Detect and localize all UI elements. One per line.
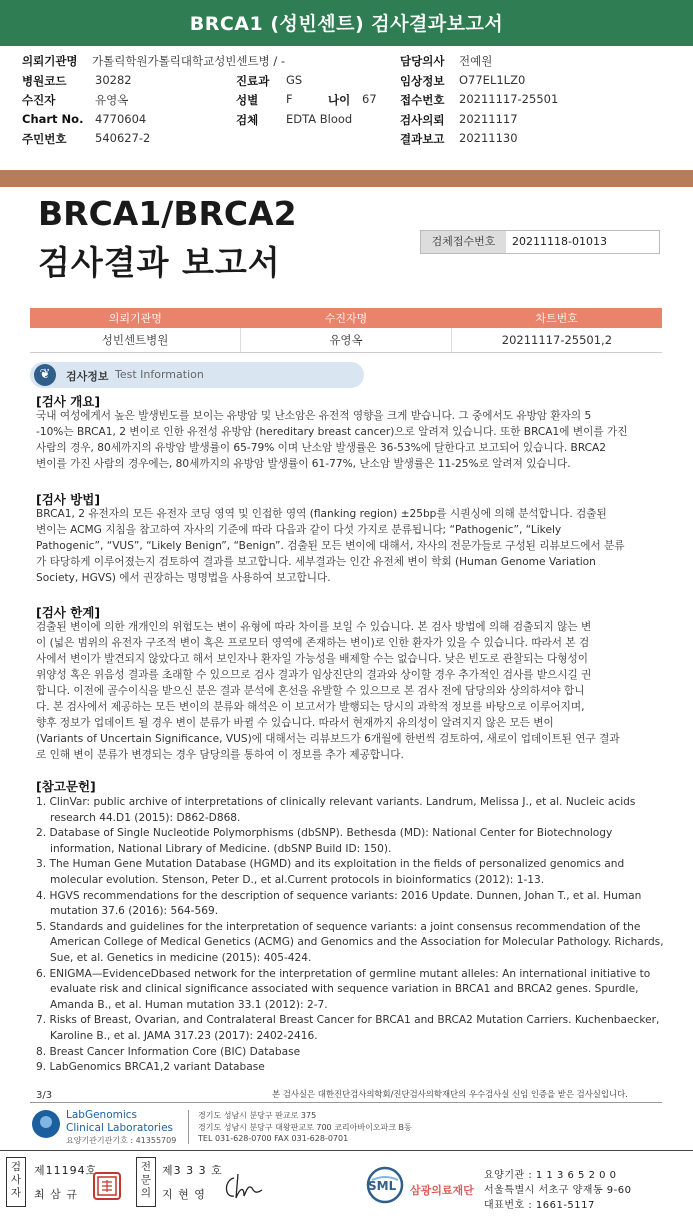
section-heading-overview: [검사 개요] — [36, 394, 101, 409]
table-cell: 성빈센트병원 — [30, 328, 241, 352]
reference-item: 6. ENIGMA—EvidenceDbased network for the interpretation of germline mutant alleles: An international initiative to evaluate risk and clinical significance associated with sequence variation in BRCA1 and BRCA2 genes. Spurdle, Amanda B., et al. Human mutation 33.1 (2012): 2-7. — [36, 967, 651, 1011]
table-header-row — [30, 308, 662, 328]
references-list — [36, 795, 672, 1076]
header-row — [22, 53, 682, 73]
tester-license-number: 제11194호 — [34, 1164, 98, 1177]
org-code: 요양기관 : 1 1 3 6 5 2 0 0 — [484, 1170, 617, 1181]
resident-number-label: 주민번호 — [22, 132, 67, 147]
page-number: 3/3 — [36, 1090, 53, 1101]
text-line: 국내 여성에게서 높은 발생빈도를 보이는 유방암 및 난소암은 유전적 영향을 크게 받습니다. 그 중에서도 유방암 환자의 5 — [36, 410, 592, 422]
footer-divider — [30, 1102, 662, 1103]
report-header — [22, 53, 682, 151]
lab-address-line: 경기도 성남시 분당구 판교로 375 — [198, 1111, 317, 1120]
sex-label: 성별 — [236, 93, 259, 108]
specimen-label: 검체 — [236, 112, 259, 127]
requesting-institution-value: 가톨릭학원가톨릭대학교성빈센트병 / - — [92, 54, 286, 68]
reference-item: 7. Risks of Breast, Ovarian, and Contralateral Breast Cancer for BRCA1 and BRCA2 Mutation Carriers. Kuchenbaecker, Karoline B., et al. JAMA 317.23 (2017): 2402-2416. — [36, 1014, 660, 1042]
column-header: 수진자명 — [241, 308, 452, 328]
accreditation-note: 본 검사실은 대한진단검사의학회/진단검사의학재단의 우수검사실 신임 인증을 받은 검사실입니다. — [272, 1089, 628, 1099]
footer-vertical-divider — [188, 1110, 189, 1144]
receipt-number-value: 20211117-25501 — [459, 92, 559, 107]
text-line: 이 (넓은 범위의 유전자 구조적 변이 혹은 프로모터 영역에 존재하는 변이)로 인한 환자가 있을 수 있습니다. 따라서 본 검 — [36, 637, 590, 649]
section-heading-limitations: [검사 한계] — [36, 605, 101, 620]
reference-item: 9. LabGenomics BRCA1,2 variant Database — [36, 1061, 265, 1074]
test-info-korean: 검사정보 — [66, 370, 109, 383]
chart-no-label: Chart No. — [22, 111, 84, 126]
org-name: 삼광의료재단 — [410, 1184, 474, 1197]
org-address: 서울특별시 서초구 양재동 9-60 — [484, 1185, 632, 1196]
attending-doctor-label: 담당의사 — [400, 54, 445, 68]
hospital-code-label: 병원코드 — [22, 73, 67, 88]
tester-label: 검사자 — [6, 1157, 26, 1207]
lab-name: LabGenomics — [66, 1109, 138, 1121]
test-info-english: Test Information — [115, 368, 204, 381]
ribbon-icon: ❦ — [34, 364, 56, 386]
tester-name: 최 삼 규 — [34, 1188, 78, 1201]
age-label: 나이 — [328, 93, 351, 108]
hospital-code-value: 30282 — [95, 72, 132, 87]
header-row — [22, 92, 682, 112]
reference-item: 5. Standards and guidelines for the interpretation of sequence variants: a joint consensus recommendation of the American College of Medical Genetics (ACMG) and Genomics and the Association for Molecular Pathology. Richards, Sue, et al. Genetics in medicine (2015): 405-424. — [36, 920, 664, 964]
table-cell: 유영옥 — [241, 328, 452, 352]
text-line: 사람의 경우, 80세까지의 유방암 발생률이 65-79% 이며 난소암 발생률은 36-53%에 달한다고 보고되어 있습니다. BRCA2 — [36, 442, 607, 454]
org-phone: 대표번호 : 1661-5117 — [484, 1200, 595, 1211]
text-line: 변이는 ACMG 지침을 참고하여 자사의 기준에 따라 다음과 같이 다섯 가지로 분류됩니다; “Pathogenic”, “Likely — [36, 524, 562, 536]
sex-value: F — [286, 92, 293, 107]
doctor-name: 지 현 영 — [162, 1188, 206, 1201]
doctor-license-number: 제3 3 3 호 — [162, 1164, 223, 1177]
resident-number-value: 540627-2 — [95, 131, 151, 146]
receipt-number-label: 접수번호 — [400, 93, 445, 108]
section-heading-method: [검사 방법] — [36, 492, 101, 507]
sml-logo-text: SML — [368, 1179, 397, 1193]
lab-registration: 요양기관기관기호 : 41355709 — [66, 1136, 177, 1145]
patient-info-table — [30, 308, 662, 353]
text-line: 위양성 혹은 위음성 결과를 초래할 수 있으므로 검사 결과가 임상진단의 결과와 상이할 경우 추가적인 검사를 받으시길 권 — [36, 669, 592, 681]
text-line: 로 인해 변이 분류가 변경되는 경우 담당의를 통하여 이 정보를 추가 제공합니다. — [36, 749, 404, 761]
text-line: Society, HGVS) 에서 권장하는 명명법을 사용하여 보고합니다. — [36, 572, 331, 584]
text-line: 검출된 변이에 의한 개개인의 위험도는 변이 유형에 따라 차이를 보일 수 있습니다. 본 검사 방법에 의해 검출되지 않는 변 — [36, 621, 592, 633]
text-line: Pathogenic”, “VUS”, “Likely Benign”, “Benign”. 검출된 모든 변이에 대해서, 자사의 전문가들로 구성된 리뷰보드에서 분류 — [36, 540, 625, 552]
doctor-label: 전문의 — [136, 1157, 156, 1207]
header-row — [22, 73, 682, 93]
chart-no-value: 4770604 — [95, 111, 147, 126]
report-subtitle: 검사결과 보고서 — [38, 243, 281, 282]
reference-item: 2. Database of Single Nucleotide Polymorphisms (dbSNP). Bethesda (MD): National Center for Biotechnology information, National Library of Medicine. (dbSNP Build ID: 150). — [36, 827, 613, 855]
department-label: 진료과 — [236, 73, 270, 88]
reference-item: 3. The Human Gene Mutation Database (HGMD) and its exploitation in the fields of personalized genomics and molecular evolution. Stenson, Peter D., et al.Current protocols in bioinformatics (2012): 1-13. — [36, 858, 625, 886]
lab-contact-line: TEL 031-628-0700 FAX 031-628-0701 — [198, 1134, 349, 1143]
signature-icon — [220, 1170, 270, 1204]
text-line: 다. 본 검사에서 제공하는 모든 변이의 분류와 해석은 이 보고서가 발행되는 당시의 과학적 정보를 바탕으로 이루어지며, — [36, 701, 585, 713]
section-body-overview — [36, 408, 662, 472]
specimen-receipt-label: 검체접수번호 — [421, 231, 506, 253]
age-value: 67 — [362, 92, 377, 107]
report-title: BRCA1/BRCA2 — [38, 194, 297, 233]
test-request-label: 검사의뢰 — [400, 112, 445, 127]
clinical-info-label: 임상정보 — [400, 73, 445, 88]
patient-value: 유영옥 — [95, 93, 129, 108]
test-request-value: 20211117 — [459, 111, 518, 126]
text-line: -10%는 BRCA1, 2 변이로 인한 유전성 유방암 (hereditary breast cancer)으로 알려져 있습니다. 또한 BRCA1에 변이를 가진 — [36, 426, 628, 438]
requesting-institution-label: 의뢰기관명 — [22, 54, 78, 68]
text-line: 향후 정보가 업데이트 될 경우 변이 분류가 바뀔 수 있습니다. 따라서 현재까지 유의성이 알려지지 않은 모든 변이 — [36, 717, 554, 729]
lab-subname: Clinical Laboratories — [66, 1122, 174, 1134]
section-body-limitations — [36, 619, 662, 763]
lab-address-line: 경기도 성남시 분당구 대왕판교로 700 코리아바이오파크 B동 — [198, 1123, 412, 1132]
specimen-value: EDTA Blood — [286, 111, 353, 126]
column-header: 차트번호 — [451, 308, 662, 328]
reference-item: 8. Breast Cancer Information Core (BIC) Database — [36, 1045, 301, 1058]
specimen-receipt-value: 20211118-01013 — [512, 235, 607, 248]
attending-doctor-value: 전예원 — [459, 54, 493, 68]
report-banner: BRCA1 (성빈센트) 검사결과보고서 — [0, 0, 693, 46]
column-header: 의뢰기관명 — [30, 308, 241, 328]
reference-item: 4. HGVS recommendations for the description of sequence variants: 2016 Update. Dunnen, Johan T., et al. Human mutation 37.6 (2016): 564-569. — [36, 889, 642, 918]
clinical-info-value: O77EL1LZ0 — [459, 72, 526, 87]
text-line: 가 타당하게 이루어졌는지 검토하여 결과를 보고합니다. 세부결과는 인간 유전체 변이 학회 (Human Genome Variation — [36, 556, 596, 568]
text-line: (Variants of Uncertain Significance, VUS)에 대해서는 리뷰보드가 6개월에 한번씩 검토하여, 새로이 업데이트된 연구 결과 — [36, 733, 620, 745]
section-body-method — [36, 506, 662, 586]
header-row — [22, 131, 682, 151]
header-row — [22, 112, 682, 132]
result-report-label: 결과보고 — [400, 132, 445, 147]
specimen-receipt-box — [420, 230, 660, 254]
patient-label: 수진자 — [22, 93, 56, 108]
references-heading: [참고문헌] — [36, 779, 96, 794]
divider-bar — [0, 170, 693, 187]
seal-stamp-icon — [93, 1172, 121, 1200]
result-report-value: 20211130 — [459, 131, 518, 146]
text-line: BRCA1, 2 유전자의 모든 유전자 코딩 영역 및 인접한 영역 (flanking region) ±25bp를 시퀀싱에 의해 분석합니다. 검출된 — [36, 508, 607, 520]
labgenomics-logo-icon — [32, 1110, 60, 1138]
text-line: 변이를 가진 사람의 경우에는, 80세까지의 유방암 발생률이 61-77%, 난소암 발생률은 11-25%로 알려져 있습니다. — [36, 458, 571, 470]
text-line: 합니다. 이전에 골수이식을 받으신 분은 결과 분석에 혼선을 유발할 수 있으므로 본 검사 전에 담당의와 상의하셔야 합니 — [36, 685, 585, 697]
table-cell: 20211117-25501,2 — [451, 328, 662, 352]
test-info-section-header — [30, 362, 364, 388]
department-value: GS — [286, 72, 303, 87]
reference-item: 1. ClinVar: public archive of interpretations of clinically relevant variants. Landrum, Melissa J., et al. Nucleic acids research 44.D1 (2015): D862-D868. — [36, 796, 636, 824]
table-row — [30, 328, 662, 352]
text-line: 사에서 변이가 발견되지 않았다고 해서 보인자나 환자일 가능성을 배제할 수는 없습니다. 낮은 빈도로 관찰되는 다형성이 — [36, 653, 588, 665]
